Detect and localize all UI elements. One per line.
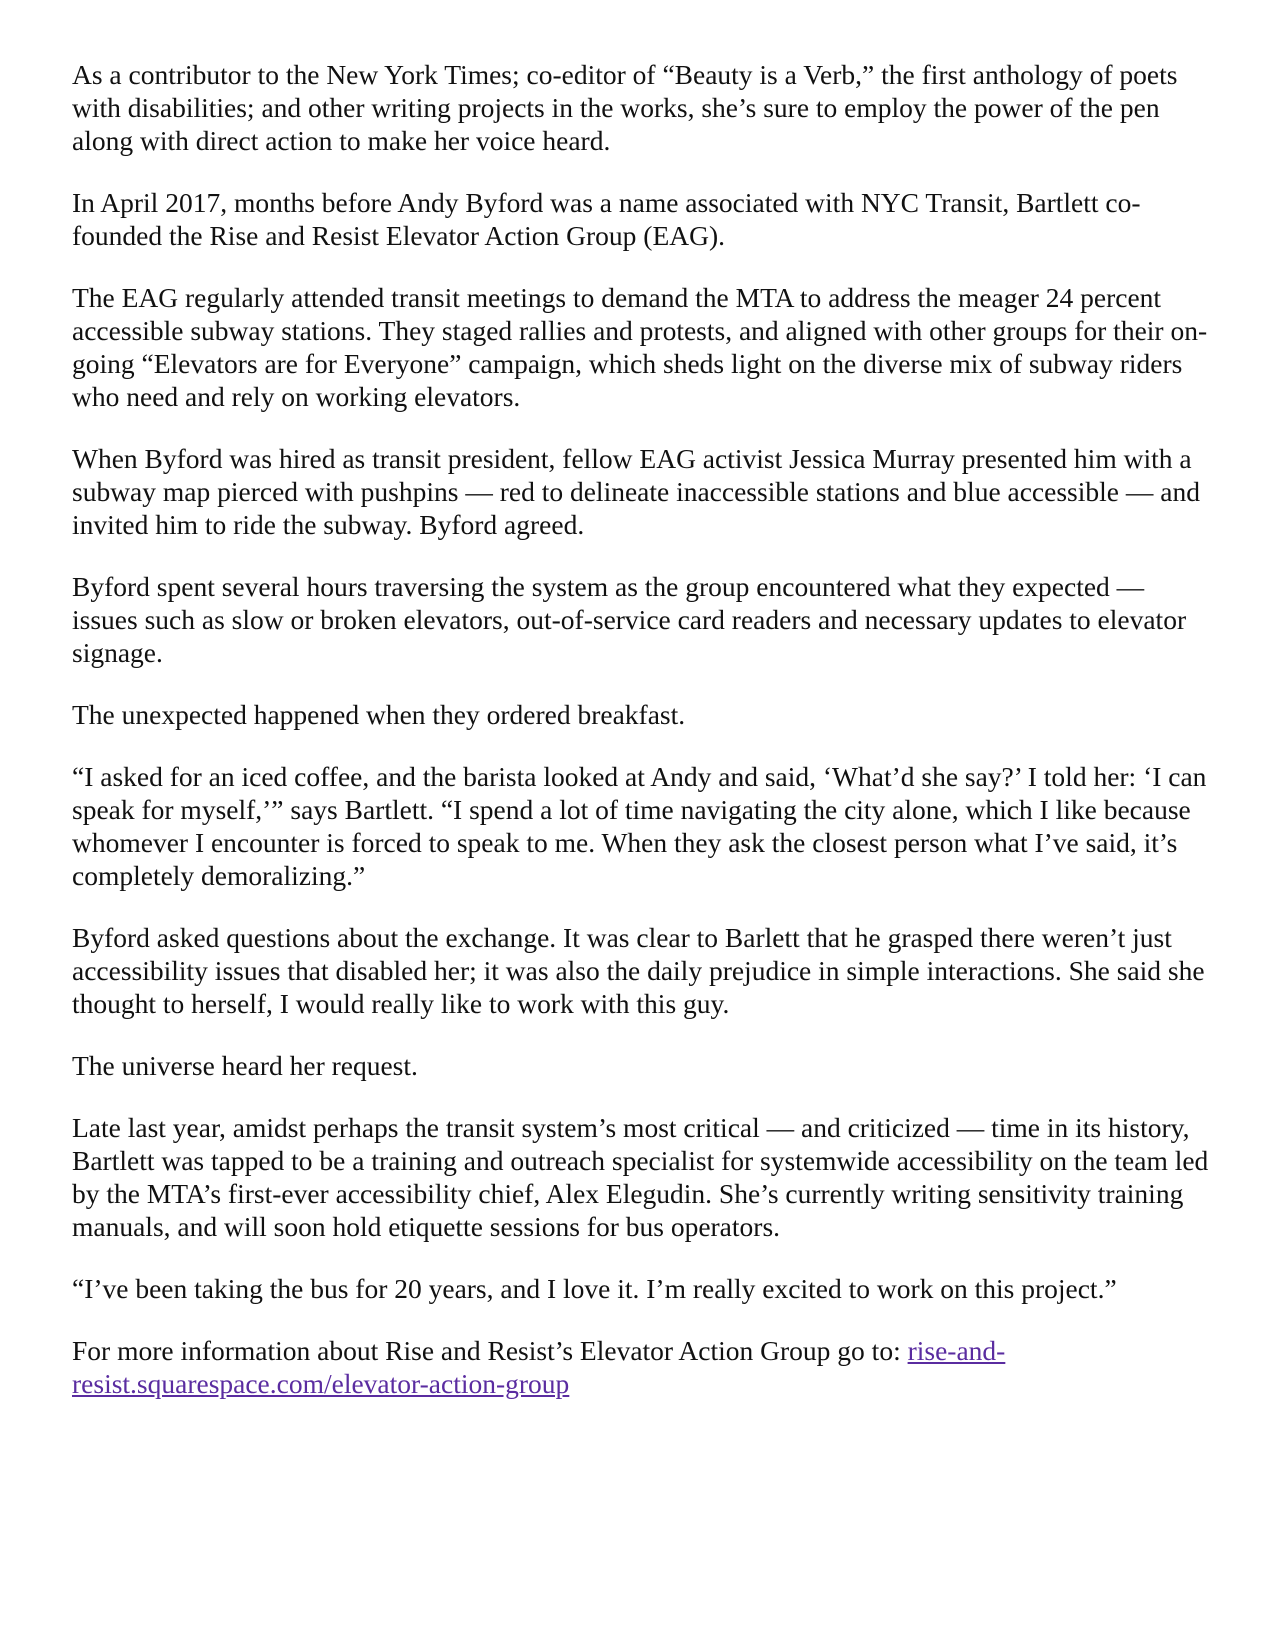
paragraph-bus-quote: “I’ve been taking the bus for 20 years, and I love it. I’m really excited to work on this project.” — [72, 1273, 1117, 1304]
eag-link[interactable]: rise-and-resist.squarespace.com/elevator-action-group — [72, 1335, 1006, 1399]
paragraph-eag-founding: In April 2017, months before Andy Byford was a name associated with NYC Transit, Bartlett co-founded the Rise and Resist Elevator Action Group (EAG). — [72, 187, 1141, 251]
document-body — [72, 58, 1212, 1429]
paragraph-byford-hired: When Byford was hired as transit president, fellow EAG activist Jessica Murray presented him with a subway map pierced with pushpins — red to delineate inaccessible stations and blue accessible — and invited him to ride the subway. Byford agreed. — [72, 443, 1200, 540]
paragraph-barista-quote: “I asked for an iced coffee, and the barista looked at Andy and said, ‘What’d she say?’ I told her: ‘I can speak for myself,’” says Bartlett. “I spend a lot of time navigating the city alone, which I like because whomever I encounter is forced to speak to me. When they ask the closest person what I’ve said, it’s completely demoralizing.” — [72, 761, 1207, 891]
paragraph-breakfast: The unexpected happened when they ordered breakfast. — [72, 699, 686, 730]
paragraph-tapped: Late last year, amidst perhaps the transit system’s most critical — and criticized — time in its history, Bartlett was tapped to be a training and outreach specialist for systemwide accessibility on the team led by the MTA’s first-ever accessibility chief, Alex Elegudin. She’s currently writing sensitivity training manuals, and will soon hold etiquette sessions for bus operators. — [72, 1112, 1209, 1242]
paragraph-universe: The universe heard her request. — [72, 1050, 418, 1081]
paragraph-system-tour: Byford spent several hours traversing the system as the group encountered what they expected — issues such as slow or broken elevators, out-of-service card readers and necessary updates to elevator signage. — [72, 571, 1187, 668]
paragraph-more-info — [72, 1334, 1212, 1400]
paragraph-contributor: As a contributor to the New York Times; co-editor of “Beauty is a Verb,” the first anthology of poets with disabilities; and other writing projects in the works, she’s sure to employ the power of the pen along with direct action to make her voice heard. — [72, 59, 1178, 156]
more-info-text: For more information about Rise and Resist’s Elevator Action Group go to: — [72, 1335, 908, 1366]
paragraph-eag-activities: The EAG regularly attended transit meetings to demand the MTA to address the meager 24 percent accessible subway stations. They staged rallies and protests, and aligned with other groups for their on-going “Elevators are for Everyone” campaign, which sheds light on the diverse mix of subway riders who need and rely on working elevators. — [72, 282, 1208, 412]
paragraph-exchange: Byford asked questions about the exchange. It was clear to Barlett that he grasped there weren’t just accessibility issues that disabled her; it was also the daily prejudice in simple interactions. She said she thought to herself, I would really like to work with this guy. — [72, 922, 1205, 1019]
